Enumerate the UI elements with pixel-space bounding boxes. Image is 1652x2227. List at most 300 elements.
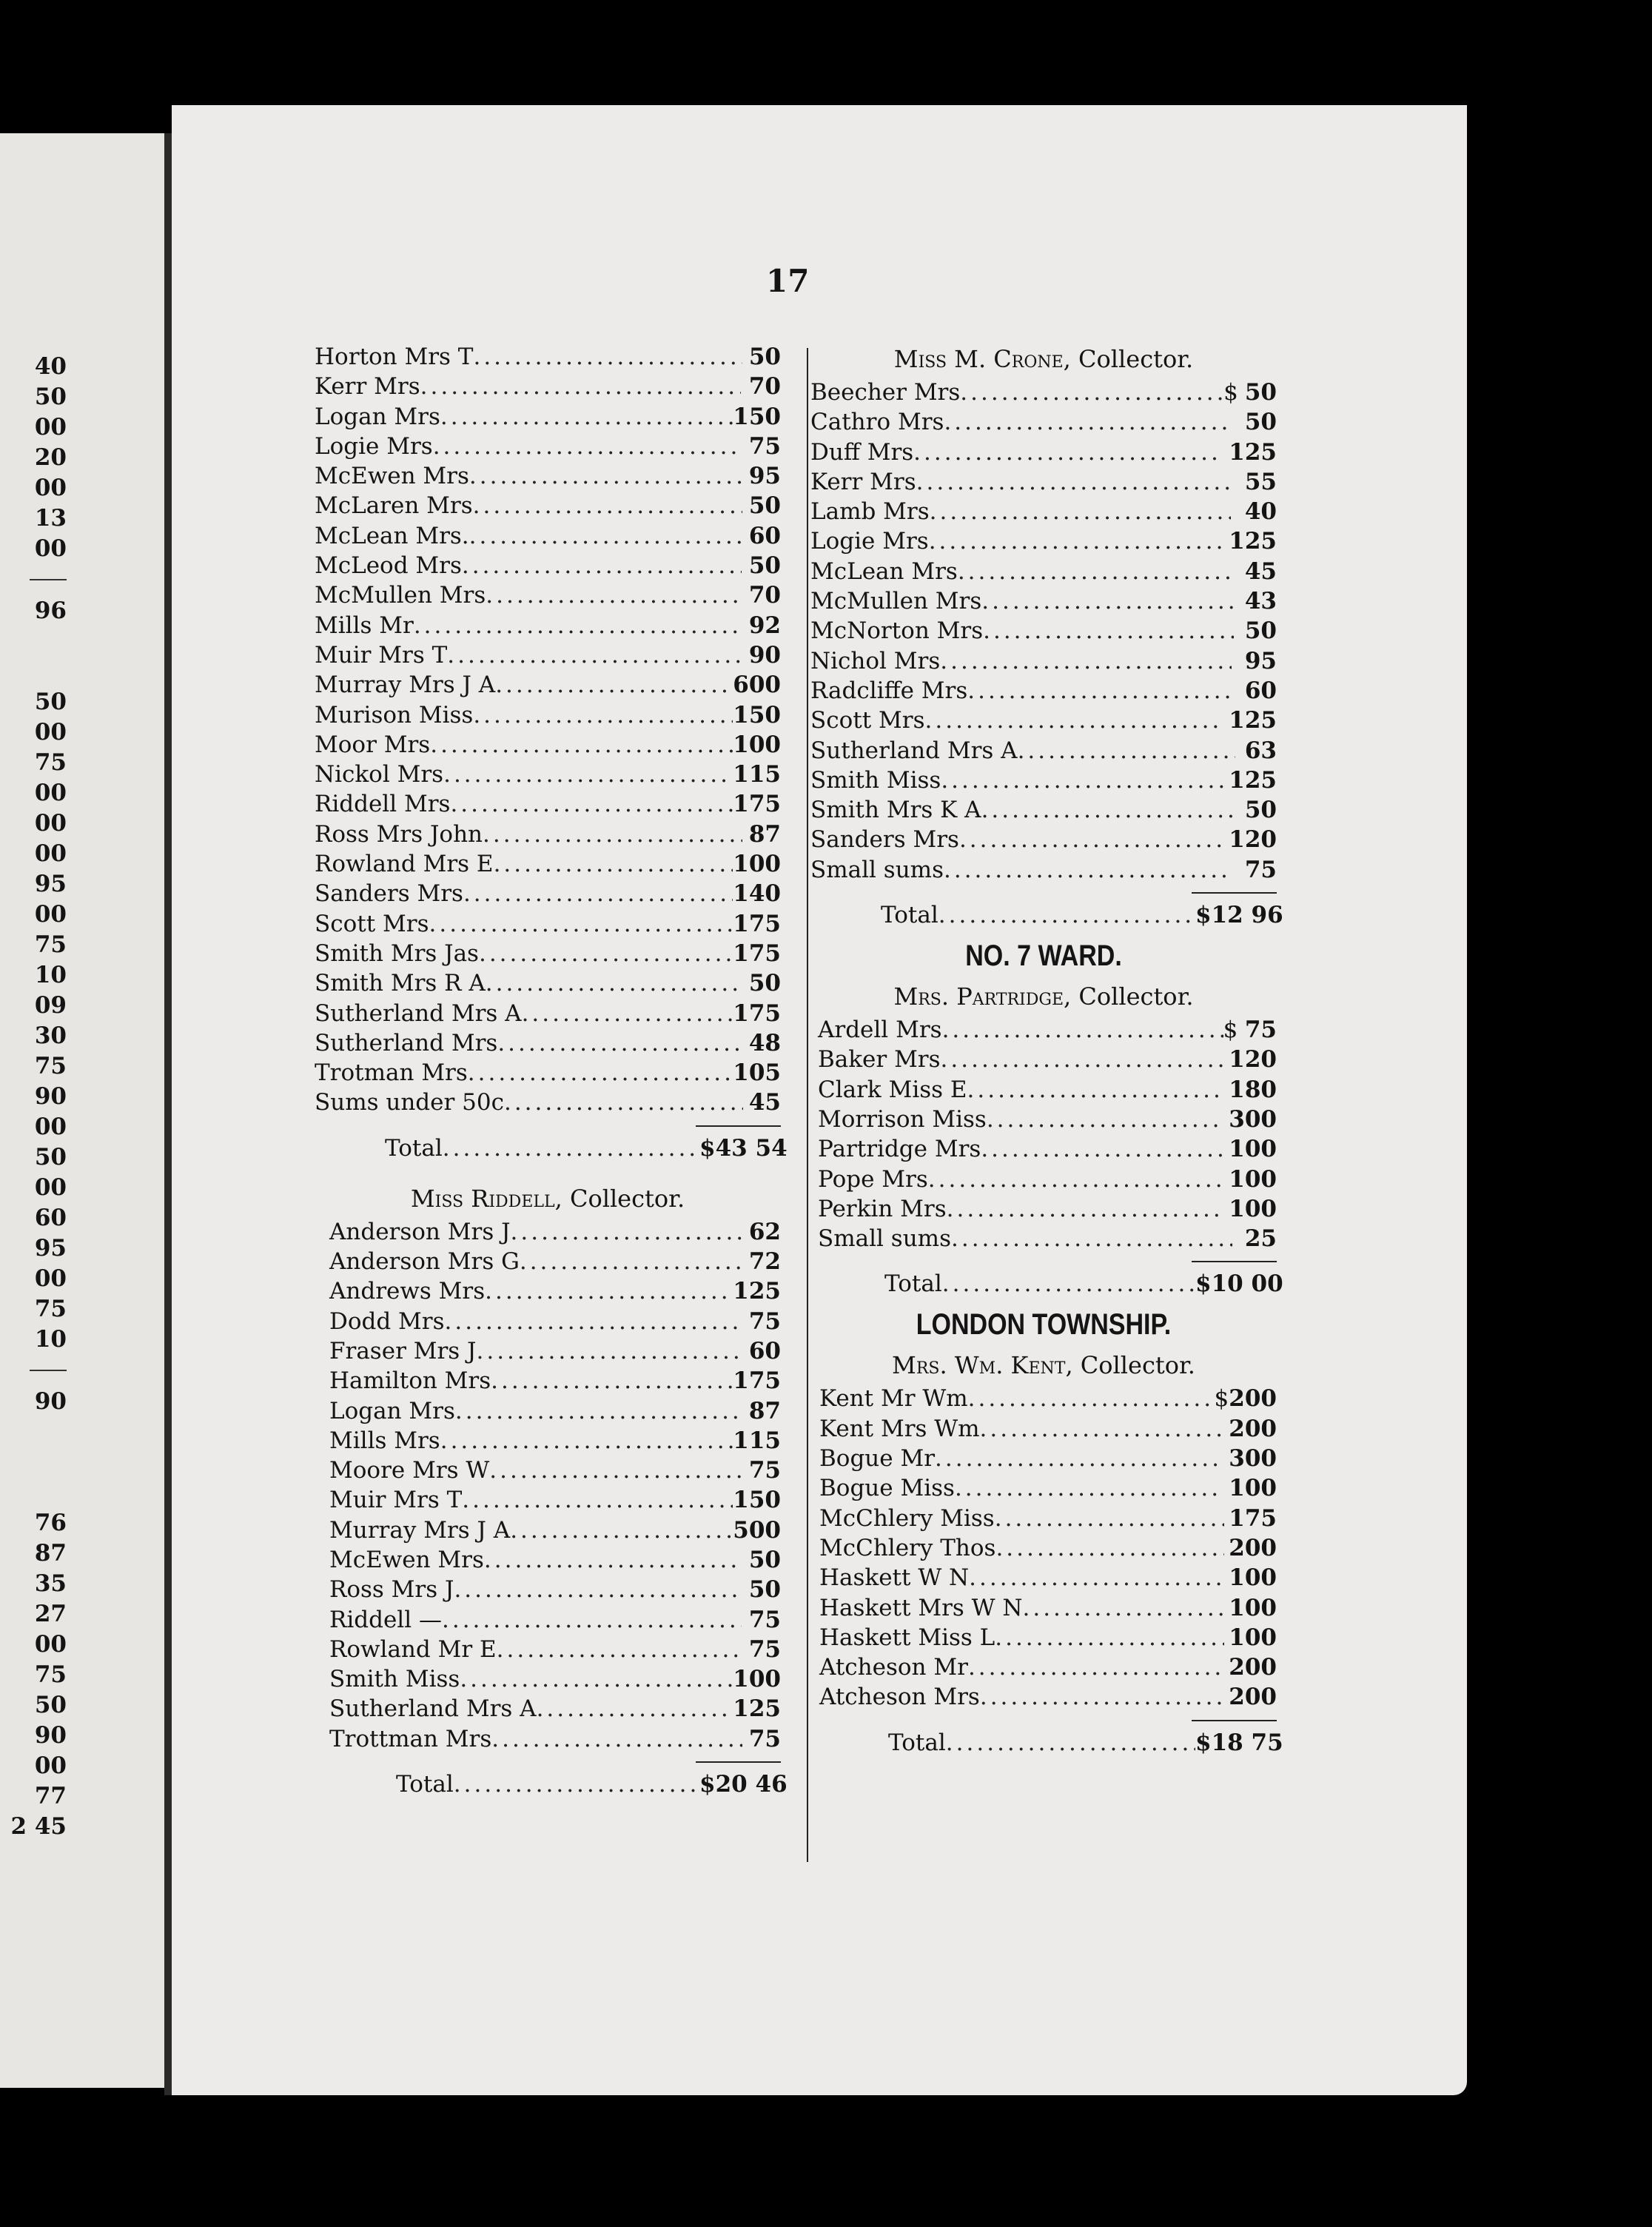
list-item <box>819 1533 1277 1563</box>
list-item <box>315 432 781 461</box>
entry-dollars: 1 <box>1229 1195 1245 1222</box>
entry-name: Anderson Mrs G <box>329 1248 520 1276</box>
leader-dots <box>925 706 1223 735</box>
entry-cents: 25 <box>1244 766 1277 794</box>
entry-name: Trottman Mrs <box>329 1725 492 1752</box>
list-item <box>810 676 1277 706</box>
previous-page-amount: 10 <box>34 1326 67 1353</box>
entry-cents: 00 <box>1244 1594 1277 1621</box>
list-item <box>810 467 1277 497</box>
list-item <box>315 551 781 580</box>
leader-dots <box>929 526 1223 556</box>
leader-dots <box>430 730 733 760</box>
previous-page-amount: 40 <box>34 353 67 380</box>
list-item <box>818 1075 1277 1105</box>
list-item <box>810 855 1277 885</box>
leader-dots <box>928 1165 1223 1194</box>
leader-dots <box>981 586 1233 616</box>
dollar-sign <box>1233 795 1238 825</box>
entry-name: Mills Mr <box>315 612 414 639</box>
entry-cents: 75 <box>748 432 781 460</box>
entry-dollars: 1 <box>1229 1624 1245 1651</box>
leader-dots <box>960 378 1223 407</box>
entry-cents: 50 <box>748 403 781 430</box>
dollar-sign <box>1223 1165 1229 1194</box>
entry-dollars <box>743 1217 749 1247</box>
list-item <box>810 557 1277 586</box>
leader-dots <box>479 939 733 968</box>
entry-cents: 50 <box>1244 409 1277 436</box>
entry-name: McEwen Mrs <box>315 463 469 490</box>
leader-dots <box>510 1516 733 1545</box>
entry-dollars: 1 <box>733 851 749 878</box>
entry-name: Sums under 50c <box>315 1089 504 1116</box>
entry-name: McMullen Mrs <box>315 582 486 609</box>
list-item <box>810 586 1277 616</box>
list-item <box>818 1045 1277 1074</box>
list-item <box>329 1276 781 1306</box>
entry-dollars <box>1238 497 1245 526</box>
total-value: $10 00 <box>1195 1270 1283 1298</box>
leader-dots <box>995 1504 1224 1533</box>
previous-page-amount: 95 <box>34 1235 67 1262</box>
entry-cents: 75 <box>748 1635 781 1663</box>
dollar-sign <box>1224 1682 1229 1712</box>
list-item <box>315 461 781 491</box>
leader-dots <box>469 461 742 491</box>
previous-page-amount: 76 <box>34 1510 67 1536</box>
total-rule <box>1192 1261 1277 1262</box>
leader-dots <box>494 849 733 879</box>
entry-name: McLeod Mrs <box>315 552 462 580</box>
entry-dollars <box>1238 616 1245 646</box>
previous-page-amount: 13 <box>34 505 67 532</box>
entry-name: Bogue Mr <box>819 1445 936 1473</box>
collector-heading <box>810 341 1277 378</box>
entry-cents: 75 <box>748 791 781 818</box>
total-label: Total <box>396 1771 454 1798</box>
entry-cents: 50 <box>748 344 781 370</box>
leader-dots <box>484 1545 742 1575</box>
list-item <box>329 1426 781 1456</box>
previous-page-amount: 30 <box>34 1022 67 1049</box>
leader-dots <box>537 1694 733 1724</box>
previous-page-amount: 75 <box>34 1661 67 1688</box>
entry-dollars: 1 <box>1229 1046 1245 1074</box>
previous-page-amount: 00 <box>34 810 67 837</box>
list-item <box>818 1105 1277 1134</box>
township-heading: LONDON TOWNSHIP. <box>916 1308 1172 1342</box>
entry-cents: 25 <box>1244 707 1277 734</box>
list-item <box>329 1307 781 1336</box>
entry-cents: 00 <box>748 731 781 758</box>
entry-name: Andrews Mrs <box>329 1278 486 1305</box>
entry-name: Sutherland Mrs A <box>329 1695 537 1723</box>
list-item <box>329 1516 781 1545</box>
entry-cents: 50 <box>748 1546 781 1573</box>
entry-name: Mills Mrs <box>329 1427 440 1454</box>
entry-dollars <box>742 461 749 491</box>
list-item <box>315 372 781 401</box>
total-value: $20 46 <box>699 1771 788 1798</box>
leader-dots <box>440 1426 733 1456</box>
list-item <box>329 1485 781 1515</box>
entry-cents: 40 <box>748 880 781 908</box>
collector-title: Collector. <box>569 1184 685 1213</box>
entry-dollars <box>1238 1224 1245 1253</box>
entry-name: Ross Mrs J <box>329 1576 454 1604</box>
entry-name: Bogue Miss <box>819 1475 955 1502</box>
entry-dollars <box>1238 795 1245 825</box>
entry-name: Sanders Mrs <box>810 826 959 854</box>
entry-cents: 75 <box>1244 1017 1277 1044</box>
leader-dots <box>941 766 1223 795</box>
previous-page-amount: 50 <box>34 384 67 410</box>
leader-dots <box>980 1682 1224 1712</box>
entry-cents: 75 <box>1244 856 1277 883</box>
total-row <box>315 1130 788 1167</box>
entry-name: Sutherland Mrs <box>315 1029 498 1056</box>
list-item <box>329 1545 781 1575</box>
entry-cents: 50 <box>1244 797 1277 824</box>
list-item <box>329 1605 781 1635</box>
entry-cents: 75 <box>748 1606 781 1633</box>
collector-name: Mrs. Partridge, <box>893 982 1072 1011</box>
entry-name: Dodd Mrs <box>329 1307 445 1335</box>
previous-page-amount <box>0 1447 67 1478</box>
entry-cents: 00 <box>1244 1385 1277 1413</box>
entry-cents: 95 <box>1244 647 1277 674</box>
entry-cents: 75 <box>748 1725 781 1752</box>
entry-cents: 75 <box>1244 1504 1277 1532</box>
entry-dollars: 2 <box>1229 1684 1245 1711</box>
entry-name: Baker Mrs <box>818 1046 941 1074</box>
total-row <box>810 897 1283 934</box>
dollar-sign <box>1223 1473 1229 1503</box>
entry-cents: 00 <box>1244 1165 1277 1193</box>
entry-dollars <box>743 1247 749 1276</box>
entry-dollars: 1 <box>1229 826 1245 854</box>
entry-name: Scott Mrs <box>810 707 925 734</box>
entry-cents: 00 <box>748 1666 781 1693</box>
entry-name: Rowland Mrs E <box>315 851 494 878</box>
entry-cents: 95 <box>748 463 781 490</box>
leader-dots <box>987 1105 1224 1134</box>
previous-page-amount: 90 <box>34 1388 67 1415</box>
entry-name: McLean Mrs <box>810 557 958 585</box>
entry-dollars: 1 <box>1229 1594 1245 1621</box>
list-item <box>315 909 781 939</box>
total-row <box>315 1766 788 1803</box>
leader-dots <box>1018 736 1235 766</box>
entry-dollars: 2 <box>1229 1654 1245 1681</box>
dollar-sign: $ <box>1214 1385 1229 1413</box>
entry-dollars <box>741 372 749 401</box>
entry-dollars <box>742 551 749 580</box>
entry-cents: 75 <box>748 1457 781 1484</box>
list-item <box>819 1682 1277 1712</box>
entry-cents: 50 <box>748 970 781 997</box>
entry-dollars: 1 <box>1229 1564 1245 1592</box>
list-item <box>329 1336 781 1366</box>
leader-dots <box>941 1045 1223 1074</box>
previous-page-amount: 87 <box>34 1540 67 1567</box>
previous-page-amount: 50 <box>34 1692 67 1718</box>
entry-name: Anderson Mrs J <box>329 1218 511 1245</box>
entry-name: Duff Mrs <box>810 438 914 466</box>
entry-dollars <box>743 1088 749 1117</box>
list-item <box>810 825 1277 854</box>
collector-title: Collector. <box>1078 982 1194 1011</box>
leader-dots <box>967 1075 1224 1105</box>
leader-dots <box>940 646 1232 676</box>
entry-name: Murray Mrs J A <box>315 672 496 699</box>
entry-cents: 75 <box>748 1367 781 1395</box>
list-item <box>329 1366 781 1396</box>
list-item <box>315 1088 781 1117</box>
previous-page-amount: 00 <box>34 1265 67 1292</box>
list-item <box>315 521 781 551</box>
list-item <box>329 1664 781 1694</box>
entry-cents: 60 <box>1244 677 1277 704</box>
previous-page-amount: 75 <box>34 1053 67 1079</box>
entry-name: McChlery Thos <box>819 1534 996 1561</box>
previous-page-amount <box>0 657 67 687</box>
dollar-sign <box>1223 1075 1229 1105</box>
entry-dollars <box>742 640 749 670</box>
entry-name: Scott Mrs <box>315 910 429 937</box>
dollar-sign <box>1232 855 1238 885</box>
entry-name: Smith Mrs Jas <box>315 940 479 967</box>
leader-dots <box>944 855 1232 885</box>
leader-dots <box>942 1265 1195 1302</box>
section-entries <box>810 1015 1277 1253</box>
dollar-sign: $ <box>1223 1017 1238 1044</box>
entry-dollars: 2 <box>1229 1534 1245 1561</box>
entry-name: Nickol Mrs <box>315 761 444 788</box>
list-item <box>810 616 1277 646</box>
entry-name: Cathro Mrs <box>810 409 944 436</box>
entry-name: Trotman Mrs <box>315 1059 468 1087</box>
entry-cents: 50 <box>1244 617 1277 645</box>
leader-dots <box>939 897 1195 934</box>
entry-cents: 40 <box>1244 498 1277 526</box>
entry-name: Murison Miss <box>315 701 474 729</box>
entry-name: Atcheson Mrs <box>819 1684 980 1711</box>
entry-cents: 00 <box>1244 1534 1277 1561</box>
previous-page-amount: 00 <box>34 475 67 501</box>
entry-cents: 72 <box>748 1248 781 1276</box>
entry-cents: 05 <box>748 1059 781 1087</box>
leader-dots <box>450 789 733 819</box>
entry-name: Perkin Mrs <box>818 1195 947 1222</box>
previous-page-amount: 96 <box>34 597 67 624</box>
entry-dollars: 5 <box>733 1516 749 1544</box>
entry-dollars <box>1238 646 1245 676</box>
entry-name: Pope Mrs <box>818 1165 928 1193</box>
entry-dollars <box>742 1545 749 1575</box>
entry-dollars: 1 <box>733 1487 749 1514</box>
entry-dollars <box>742 820 749 849</box>
dollar-sign <box>1233 586 1238 616</box>
entry-cents: 50 <box>748 552 781 580</box>
list-item <box>315 1058 781 1088</box>
entry-name: Moore Mrs W <box>329 1457 490 1484</box>
entry-name: Moor Mrs <box>315 731 431 758</box>
leader-dots <box>433 432 742 461</box>
leader-dots <box>967 676 1232 706</box>
total-value: $12 96 <box>1195 902 1283 929</box>
entry-dollars: 1 <box>733 910 749 937</box>
list-item <box>810 766 1277 795</box>
list-item <box>315 700 781 730</box>
previous-page-amounts <box>0 352 67 1842</box>
entry-cents: 00 <box>1244 1105 1277 1133</box>
leader-dots <box>468 1058 733 1088</box>
leader-dots <box>469 521 742 551</box>
entry-cents: 00 <box>1244 1136 1277 1163</box>
previous-page-amount: 00 <box>34 1631 67 1658</box>
dollar-sign <box>1232 557 1238 586</box>
entry-dollars: 1 <box>733 791 749 818</box>
entry-dollars <box>742 1635 748 1664</box>
collector-title: Collector. <box>1078 345 1194 373</box>
previous-page-amount: 00 <box>34 780 67 806</box>
leader-dots <box>483 820 742 849</box>
entry-name: Small sums <box>810 856 944 883</box>
list-item <box>810 795 1277 825</box>
total-label: Total <box>884 1270 942 1298</box>
list-item <box>819 1504 1277 1533</box>
dollar-sign <box>1231 467 1238 497</box>
entry-name: Sutherland Mrs A <box>810 737 1018 764</box>
leader-dots <box>955 1473 1223 1503</box>
leader-dots <box>969 1563 1223 1593</box>
entry-dollars <box>742 580 749 610</box>
list-item <box>819 1384 1277 1413</box>
dollar-sign <box>1231 497 1237 526</box>
entry-dollars: 1 <box>1229 1165 1245 1193</box>
previous-page-amount: 75 <box>34 749 67 776</box>
entry-cents: 00 <box>748 1516 781 1544</box>
previous-page-amount <box>0 626 67 657</box>
list-item <box>315 670 781 700</box>
entry-name: Kent Mr Wm <box>819 1385 968 1413</box>
entry-name: McNorton Mrs <box>810 617 984 645</box>
list-item <box>819 1652 1277 1682</box>
entry-cents: 87 <box>748 820 781 848</box>
entry-dollars: 1 <box>1229 707 1245 734</box>
previous-page-amount: 2 45 <box>10 1813 67 1840</box>
entry-name: Atcheson Mr <box>819 1654 968 1681</box>
entry-cents: 70 <box>748 373 781 401</box>
leader-dots <box>495 670 733 700</box>
entry-cents: 75 <box>748 910 781 937</box>
list-item <box>329 1247 781 1276</box>
leader-dots <box>980 1414 1224 1444</box>
entry-cents: 70 <box>748 582 781 609</box>
list-item <box>819 1444 1277 1473</box>
previous-page-amount: 75 <box>34 931 67 958</box>
entry-dollars <box>741 611 749 640</box>
list-item <box>819 1414 1277 1444</box>
leader-dots <box>473 491 742 520</box>
previous-page-amount: 00 <box>34 719 67 746</box>
entry-name: Sanders Mrs <box>315 880 463 908</box>
entry-name: Smith Miss <box>810 766 941 794</box>
entry-dollars <box>742 521 749 551</box>
entry-cents: 50 <box>748 701 781 729</box>
collector-title: Collector. <box>1080 1351 1195 1380</box>
previous-page-amount: 20 <box>34 444 67 471</box>
dollar-sign <box>1223 1444 1229 1473</box>
entry-name: McEwen Mrs <box>329 1546 484 1573</box>
entry-dollars: 1 <box>733 761 749 788</box>
entry-dollars: 1 <box>733 999 749 1027</box>
entry-cents: 00 <box>1244 1624 1277 1651</box>
previous-page-amount: 10 <box>34 962 67 988</box>
entry-cents: 60 <box>748 1337 781 1364</box>
list-item <box>810 497 1277 526</box>
right-column <box>810 341 1283 1761</box>
leader-dots <box>511 1217 743 1247</box>
entry-name: Logan Mrs <box>315 403 440 430</box>
entry-dollars: 1 <box>733 701 749 729</box>
collector-heading <box>810 1347 1277 1384</box>
dollar-sign <box>1234 616 1239 646</box>
list-item <box>819 1623 1277 1652</box>
entry-name: Hamilton Mrs <box>329 1367 491 1395</box>
list-item <box>818 1194 1277 1224</box>
leader-dots <box>454 1575 742 1604</box>
leader-dots <box>462 1485 733 1515</box>
entry-dollars: 1 <box>733 1278 749 1305</box>
entry-dollars <box>742 1456 749 1485</box>
dollar-sign <box>1223 438 1229 467</box>
leader-dots <box>522 999 733 1028</box>
previous-page-amount: 35 <box>34 1570 67 1597</box>
leader-dots <box>440 402 733 432</box>
entry-dollars: 6 <box>733 672 749 699</box>
list-item <box>810 526 1277 556</box>
leader-dots <box>520 1247 743 1276</box>
entry-dollars: 1 <box>733 1666 749 1693</box>
entry-name: Logie Mrs <box>315 432 433 460</box>
collector-name: Miss M. Crone, <box>893 345 1071 373</box>
entry-dollars <box>1238 855 1245 885</box>
entry-cents: 75 <box>748 1307 781 1335</box>
entry-dollars: 1 <box>733 1367 749 1395</box>
entry-dollars: 1 <box>733 940 749 967</box>
entry-dollars <box>743 1028 749 1058</box>
entry-cents: 62 <box>748 1218 781 1245</box>
entry-dollars: 3 <box>1229 1105 1245 1133</box>
entry-cents: 25 <box>748 1695 781 1723</box>
entry-dollars: 3 <box>1229 1445 1245 1473</box>
entry-name: Clark Miss E <box>818 1076 967 1103</box>
dollar-sign <box>1232 407 1238 437</box>
entry-cents: 50 <box>1244 379 1277 406</box>
entry-name: Haskett W N <box>819 1564 970 1592</box>
list-item <box>315 1028 781 1058</box>
entry-cents: 60 <box>748 522 781 549</box>
section-entries <box>315 342 781 1118</box>
leader-dots <box>414 611 741 640</box>
entry-cents: 25 <box>748 1278 781 1305</box>
leader-dots <box>491 1724 742 1754</box>
leader-dots <box>463 879 733 908</box>
leader-dots <box>981 795 1234 825</box>
